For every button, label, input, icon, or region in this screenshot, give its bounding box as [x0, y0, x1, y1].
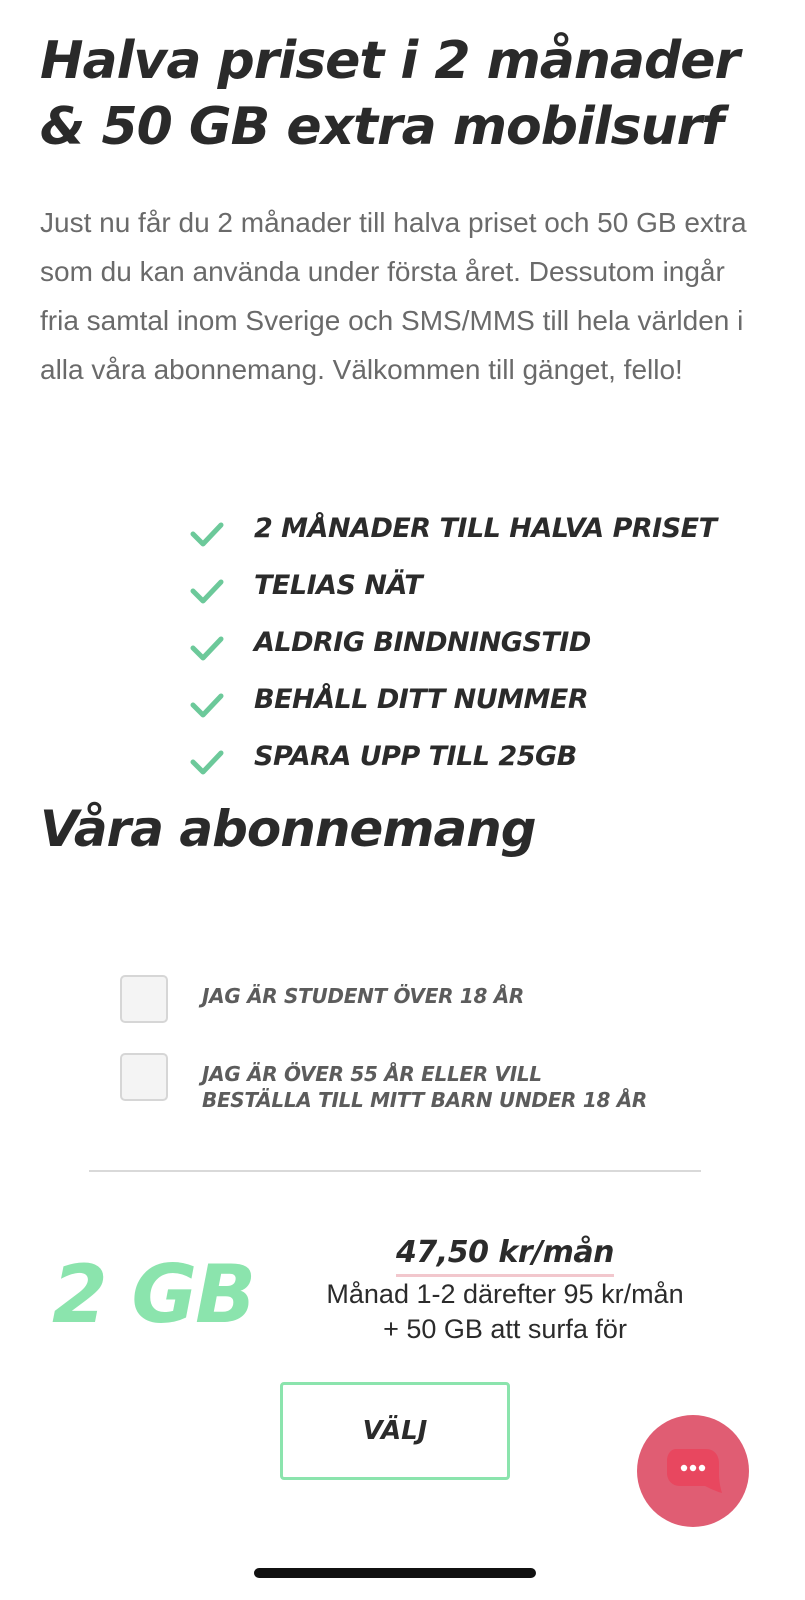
chat-bubble-icon — [662, 1443, 724, 1499]
feature-label: ALDRIG BINDNINGSTID — [254, 627, 591, 658]
plan-price-after: Månad 1-2 därefter 95 kr/mån — [326, 1279, 684, 1309]
plan-data-amount: 2 GB — [52, 1248, 255, 1341]
plan-price: 47,50 kr/mån — [396, 1234, 614, 1277]
feature-label: TELIAS NÄT — [254, 570, 423, 601]
hero-title: Halva priset i 2 månader & 50 GB extra mobilsurf — [40, 31, 740, 157]
chat-button[interactable] — [637, 1415, 749, 1527]
check-icon — [190, 691, 224, 719]
feature-list — [190, 500, 717, 785]
feature-label: SPARA UPP TILL 25GB — [254, 741, 577, 772]
plans-section-title: Våra abonnemang — [40, 800, 536, 858]
plan-bonus: + 50 GB att surfa för — [383, 1314, 627, 1344]
senior-filter-label: JAG ÄR ÖVER 55 ÅR ELLER VILL BESTÄLLA TILL MITT BARN UNDER 18 ÅR — [202, 1062, 647, 1112]
check-icon — [190, 634, 224, 662]
feature-item — [190, 728, 717, 785]
divider — [89, 1170, 701, 1172]
feature-label: 2 MÅNADER TILL HALVA PRISET — [254, 513, 717, 544]
feature-item — [190, 500, 717, 557]
feature-item — [190, 557, 717, 614]
check-icon — [190, 577, 224, 605]
check-icon — [190, 748, 224, 776]
feature-item — [190, 614, 717, 671]
senior-filter[interactable] — [120, 1053, 652, 1113]
hero-description: Just nu får du 2 månader till halva priset och 50 GB extra som du kan använda under första året. Dessutom ingår fria samtal inom Sverige och SMS/MMS till hela världen i alla våra abonnemang. Välkommen till gänget, fello! — [40, 207, 747, 385]
feature-label: BEHÅLL DITT NUMMER — [254, 684, 589, 715]
check-icon — [190, 520, 224, 548]
feature-item — [190, 671, 717, 728]
student-checkbox[interactable] — [120, 975, 168, 1023]
plan-price-block — [300, 1234, 710, 1347]
home-indicator — [254, 1568, 536, 1578]
student-filter[interactable] — [120, 975, 652, 1023]
senior-checkbox[interactable] — [120, 1053, 168, 1101]
student-filter-label: JAG ÄR STUDENT ÖVER 18 ÅR — [202, 984, 525, 1008]
select-plan-button[interactable]: VÄLJ — [280, 1382, 510, 1480]
